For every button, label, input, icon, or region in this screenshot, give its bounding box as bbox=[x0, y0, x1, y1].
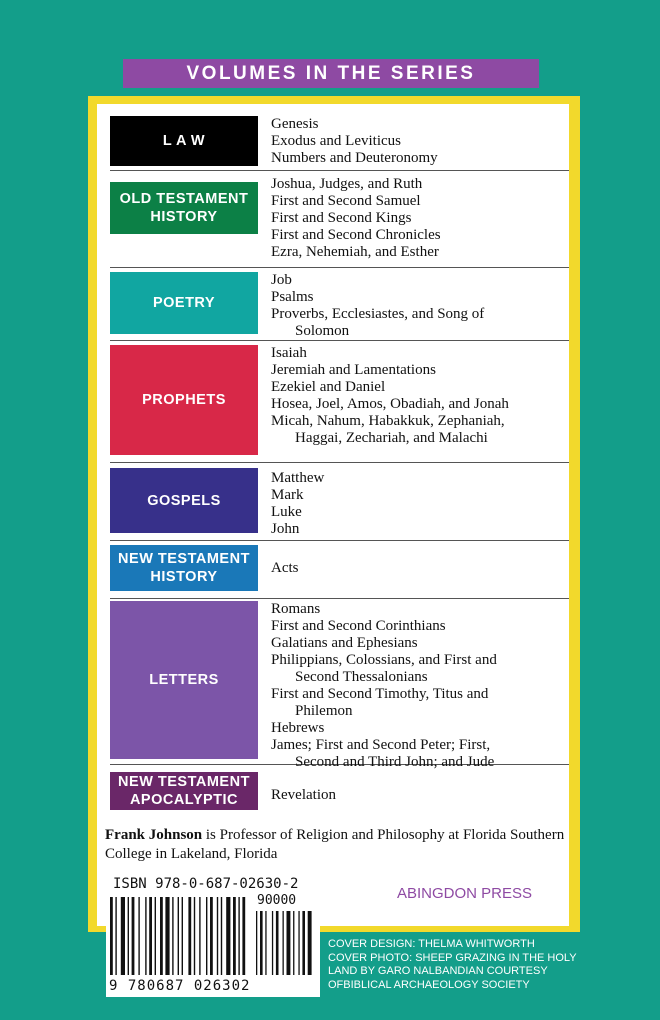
volume-title: Philippians, Colossians, and First and bbox=[271, 652, 497, 668]
section-volumes bbox=[271, 560, 565, 577]
author-bio bbox=[105, 826, 565, 864]
section-label: NEW TESTAMENT APOCALYPTIC bbox=[110, 772, 258, 810]
section-label: POETRY bbox=[110, 272, 258, 334]
publisher-name: ABINGDON PRESS bbox=[397, 885, 533, 902]
credit-line: COVER PHOTO: SHEEP GRAZING IN THE HOLY bbox=[328, 951, 577, 964]
volume-title: Isaiah bbox=[271, 345, 307, 361]
section-label: L A W bbox=[110, 116, 258, 166]
volume-title: First and Second Kings bbox=[271, 210, 412, 226]
series-banner: VOLUMES IN THE SERIES bbox=[123, 59, 539, 88]
author-bio-text: is Professor of Religion and Philosophy at Florida Southern College in Lakeland, Florida bbox=[105, 827, 565, 862]
ean-number: 9 780687 026302 bbox=[109, 978, 251, 994]
section-label: LETTERS bbox=[110, 601, 258, 759]
cover-credits bbox=[328, 938, 628, 992]
section-volumes bbox=[271, 116, 565, 167]
author-name: Frank Johnson bbox=[105, 827, 203, 843]
volume-title: Exodus and Leviticus bbox=[271, 133, 401, 149]
volume-title: Romans bbox=[271, 601, 321, 617]
section-label: PROPHETS bbox=[110, 345, 258, 455]
volume-title: Acts bbox=[271, 560, 299, 576]
series-panel bbox=[97, 104, 569, 926]
volume-title: Haggai, Zechariah, and Malachi bbox=[295, 430, 488, 446]
section-label: GOSPELS bbox=[110, 468, 258, 533]
volume-title: Second and Third John; and Jude bbox=[295, 754, 495, 770]
volume-title: Numbers and Deuteronomy bbox=[271, 150, 438, 166]
volume-title: Jeremiah and Lamentations bbox=[271, 362, 436, 378]
volume-title: Hebrews bbox=[271, 720, 325, 736]
barcode-addon: 90000 bbox=[257, 893, 297, 908]
volume-title: Joshua, Judges, and Ruth bbox=[271, 176, 423, 192]
volume-title: James; First and Second Peter; First, bbox=[271, 737, 491, 753]
section-volumes bbox=[271, 787, 565, 804]
volume-title: Job bbox=[271, 272, 292, 288]
volume-title: Psalms bbox=[271, 289, 314, 305]
section-volumes bbox=[271, 272, 565, 340]
section-label: NEW TESTAMENT HISTORY bbox=[110, 545, 258, 591]
volume-title: Ezekiel and Daniel bbox=[271, 379, 386, 395]
volume-title: Solomon bbox=[295, 323, 350, 339]
credit-line: OFBIBLICAL ARCHAEOLOGY SOCIETY bbox=[328, 978, 530, 991]
volume-title: Proverbs, Ecclesiastes, and Song of bbox=[271, 306, 485, 322]
volume-title: Galatians and Ephesians bbox=[271, 635, 418, 651]
volume-title: Second Thessalonians bbox=[295, 669, 428, 685]
section-volumes bbox=[271, 176, 565, 261]
credit-line: COVER DESIGN: THELMA WHITWORTH bbox=[328, 938, 535, 950]
volume-title: Micah, Nahum, Habakkuk, Zephaniah, bbox=[271, 413, 505, 429]
volume-title: Ezra, Nehemiah, and Esther bbox=[271, 244, 439, 260]
isbn-number: ISBN 978-0-687-02630-2 bbox=[113, 876, 299, 892]
volume-title: First and Second Corinthians bbox=[271, 618, 446, 634]
volume-title: Philemon bbox=[295, 703, 353, 719]
section-volumes bbox=[271, 345, 565, 447]
section-label: OLD TESTAMENT HISTORY bbox=[110, 182, 258, 234]
section-volumes bbox=[271, 601, 565, 771]
volume-title: Luke bbox=[271, 504, 302, 520]
volume-title: Hosea, Joel, Amos, Obadiah, and Jonah bbox=[271, 396, 509, 412]
credit-line: LAND BY GARO NALBANDIAN COURTESY bbox=[328, 965, 548, 977]
volume-title: First and Second Samuel bbox=[271, 193, 421, 209]
volume-title: Matthew bbox=[271, 470, 325, 486]
section-volumes bbox=[271, 470, 565, 538]
volume-title: First and Second Timothy, Titus and bbox=[271, 686, 489, 702]
volume-title: John bbox=[271, 521, 300, 537]
volume-title: Mark bbox=[271, 487, 304, 503]
volume-title: Genesis bbox=[271, 116, 319, 132]
volume-title: Revelation bbox=[271, 787, 336, 803]
volume-title: First and Second Chronicles bbox=[271, 227, 441, 243]
